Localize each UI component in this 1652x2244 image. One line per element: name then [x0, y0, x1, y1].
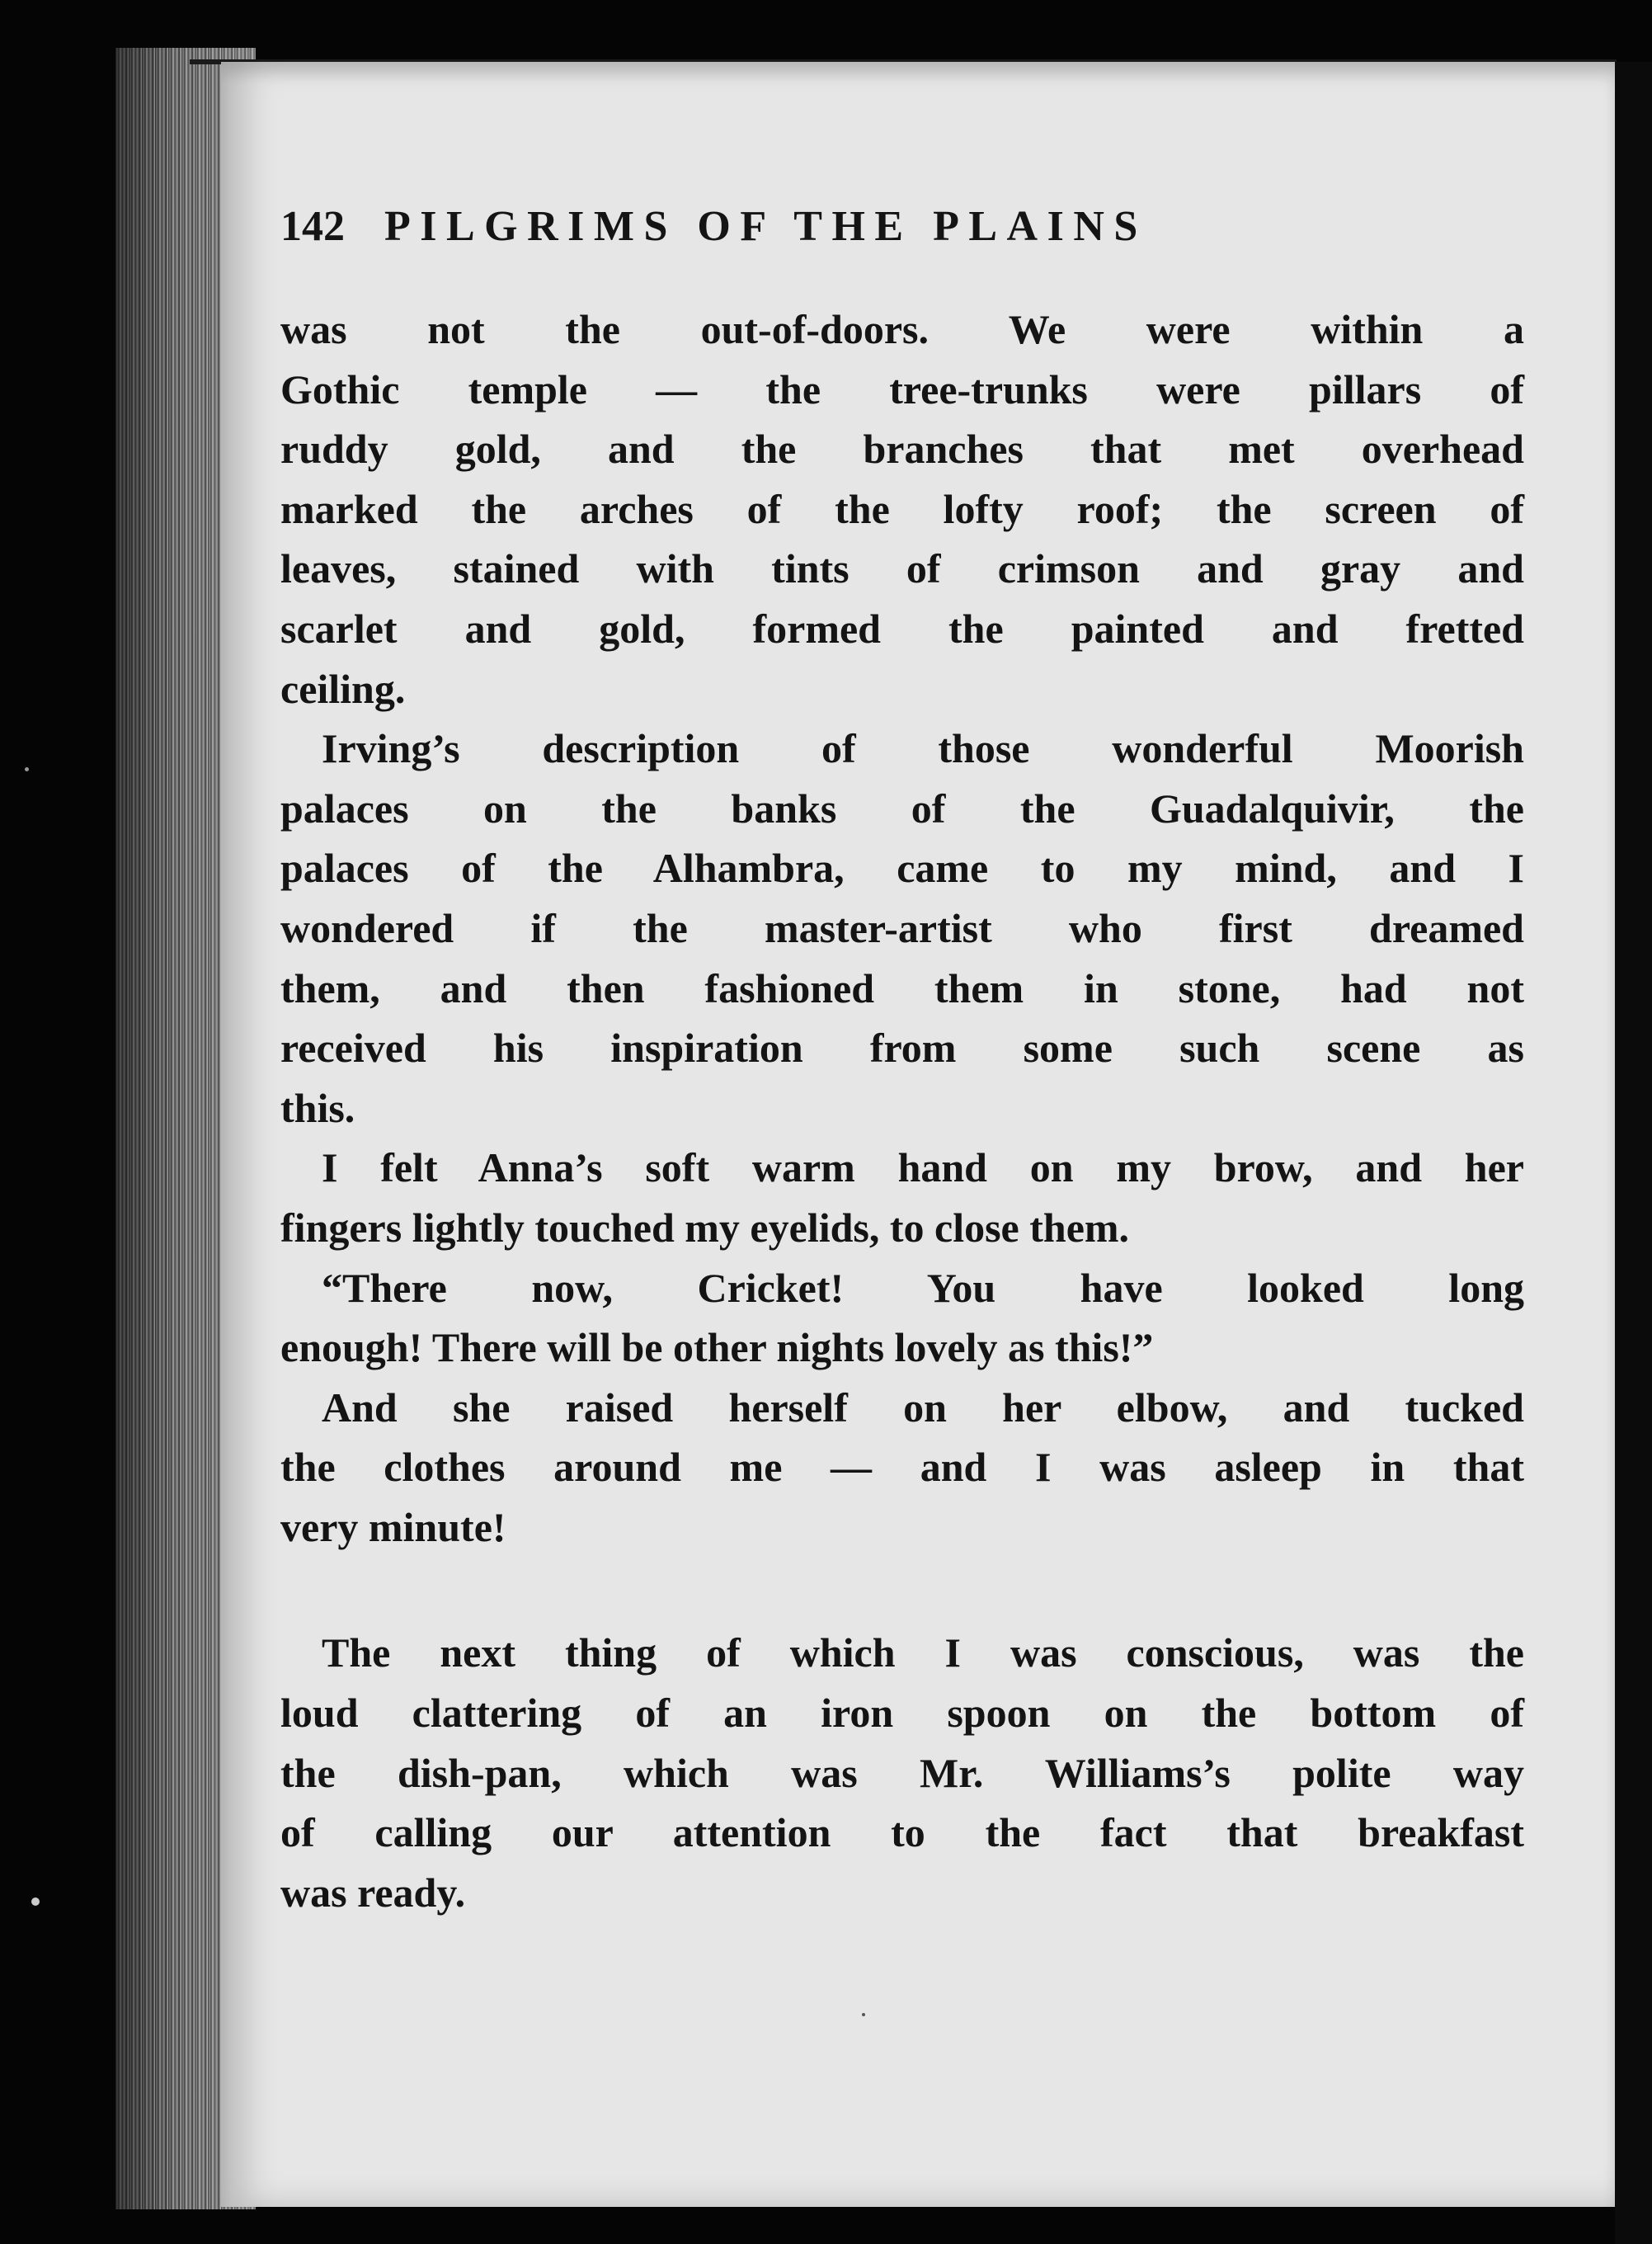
text-line: fingers lightly touched my eyelids, to close them. [280, 1204, 1130, 1251]
text-line: enough! There will be other nights lovely as this!” [280, 1324, 1154, 1371]
text-line: palaces of the Alhambra, came to my mind, and I [280, 845, 1524, 892]
text-line: Gothic temple — the tree-trunks were pillars of [280, 365, 1524, 412]
paragraph [280, 1258, 1524, 1378]
paragraph [280, 1623, 1524, 1922]
text-line: very minute! [280, 1503, 506, 1550]
running-header [280, 202, 1524, 260]
body-text [280, 299, 1524, 1922]
dust-speck [25, 767, 29, 771]
text-line: them, and then fashioned them in stone, had not [280, 964, 1524, 1011]
section-break [280, 1557, 1524, 1623]
text-line: And she raised herself on her elbow, and tucked [322, 1384, 1524, 1431]
paragraph [280, 719, 1524, 1138]
text-line: was ready. [280, 1869, 466, 1916]
page-right-shadow [1615, 62, 1652, 2244]
text-line: Irving’s description of those wonderful Moorish [322, 725, 1524, 772]
text-line: scarlet and gold, formed the painted and fretted [280, 605, 1524, 652]
text-line: wondered if the master-artist who first dreamed [280, 904, 1524, 951]
text-line: loud clattering of an iron spoon on the bottom of [280, 1690, 1524, 1737]
text-line: the dish-pan, which was Mr. Williams’s polite way [280, 1749, 1524, 1796]
text-line: palaces on the banks of the Guadalquivir, the [280, 785, 1524, 832]
text-line: ceiling. [280, 665, 406, 712]
text-line: this. [280, 1084, 355, 1131]
text-line: received his inspiration from some such scene as [280, 1025, 1524, 1072]
text-line: I felt Anna’s soft warm hand on my brow, and her [322, 1144, 1524, 1191]
page-number: 142 [280, 203, 345, 250]
page-text [280, 202, 1524, 1922]
text-line: The next thing of which I was conscious, was the [322, 1629, 1524, 1676]
text-line: marked the arches of the lofty roof; the screen of [280, 485, 1524, 532]
text-line: “There now, Cricket! You have looked long [322, 1264, 1524, 1311]
dust-speck [31, 1898, 40, 1906]
text-line: was not the out-of-doors. We were within a [280, 306, 1524, 352]
running-title: PILGRIMS OF THE PLAINS [384, 203, 1147, 250]
paragraph [280, 1138, 1524, 1257]
text-line: leaves, stained with tints of crimson and gray and [280, 545, 1524, 592]
text-line: the clothes around me — and I was asleep in that [280, 1444, 1524, 1491]
text-line: of calling our attention to the fact that breakfast [280, 1809, 1524, 1856]
dust-speck [862, 2013, 865, 2016]
text-line: ruddy gold, and the branches that met overhead [280, 426, 1524, 473]
paragraph [280, 299, 1524, 719]
paragraph [280, 1378, 1524, 1558]
